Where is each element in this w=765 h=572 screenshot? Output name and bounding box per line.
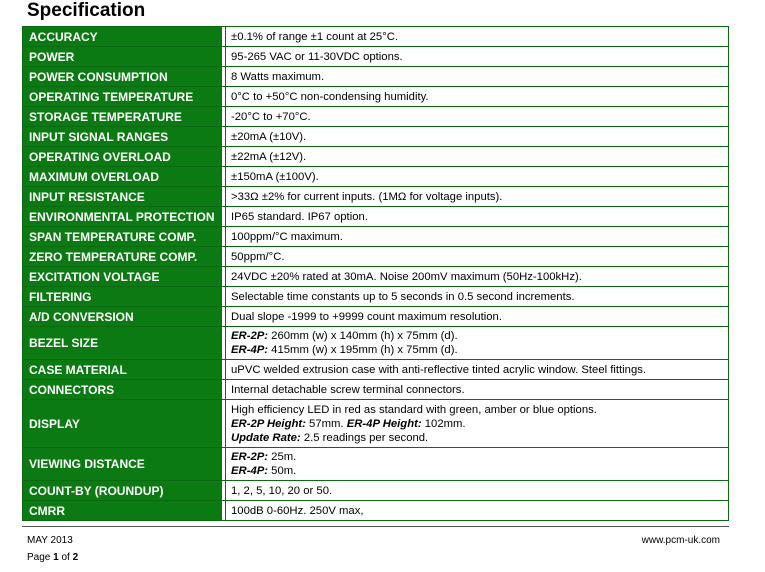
page-of: of [58, 552, 73, 563]
spec-row [23, 67, 729, 87]
viewing-er4p-value: 50m. [268, 465, 297, 477]
spec-label: ACCURACY [23, 27, 226, 47]
spec-row [23, 481, 729, 501]
er4p-height-value: 102mm. [421, 417, 466, 430]
footer-date: MAY 2013 [27, 535, 73, 546]
page-current: 1 [53, 552, 59, 563]
spec-label: OPERATING TEMPERATURE [23, 87, 226, 107]
spec-row [23, 360, 729, 380]
viewing-er2p-value: 25m. [268, 451, 297, 463]
bezel-er4p-value: 415mm (w) x 195mm (h) x 75mm (d). [268, 344, 458, 356]
spec-row [23, 27, 729, 47]
spec-value: 8 Watts maximum. [226, 67, 729, 87]
spec-row [23, 247, 729, 267]
spec-row-display [23, 400, 729, 448]
spec-label: ENVIRONMENTAL PROTECTION [23, 207, 226, 227]
model-er2p-label: ER-2P: [231, 330, 269, 342]
spec-value: >33Ω ±2% for current inputs. (1MΩ for voltage inputs). [226, 187, 729, 207]
spec-value: 95-265 VAC or 11-30VDC options. [226, 47, 729, 67]
spec-label: EXCITATION VOLTAGE [23, 267, 226, 287]
spec-row [23, 267, 729, 287]
spec-label: FILTERING [23, 287, 226, 307]
spec-row [23, 127, 729, 147]
spec-row [23, 47, 729, 67]
spec-label: CMRR [23, 501, 226, 521]
page-prefix: Page [27, 552, 54, 563]
spec-label: DISPLAY [23, 400, 226, 448]
spec-label: CONNECTORS [23, 380, 226, 400]
spec-label: INPUT RESISTANCE [23, 187, 226, 207]
update-rate-value: 2.5 readings per second. [300, 431, 429, 444]
er4p-height-label: ER-4P Height: [346, 417, 422, 430]
spec-value: 50ppm/°C. [226, 247, 729, 267]
spec-row [23, 307, 729, 327]
spec-value: 0°C to +50°C non-condensing humidity. [226, 87, 729, 107]
spec-label: COUNT-BY (ROUNDUP) [23, 481, 226, 501]
spec-row [23, 227, 729, 247]
spec-row [23, 167, 729, 187]
model-er2p-label: ER-2P: [231, 451, 269, 463]
spec-value: -20°C to +70°C. [226, 107, 729, 127]
model-er4p-label: ER-4P: [231, 465, 269, 477]
spec-value: 100ppm/°C maximum. [226, 227, 729, 247]
spec-value: 24VDC ±20% rated at 30mA. Noise 200mV maximum (50Hz-100kHz). [226, 267, 729, 287]
display-description: High efficiency LED in red as standard with green, amber or blue options. [231, 403, 597, 416]
page-title: Specification [27, 0, 146, 21]
spec-label: POWER CONSUMPTION [23, 67, 226, 87]
spec-value: Selectable time constants up to 5 seconds in 0.5 second increments. [226, 287, 729, 307]
spec-label: OPERATING OVERLOAD [23, 147, 226, 167]
page-total: 2 [72, 552, 79, 563]
spec-label: SPAN TEMPERATURE COMP. [23, 227, 226, 247]
footer-website: www.pcm-uk.com [641, 535, 720, 546]
spec-value: 1, 2, 5, 10, 20 or 50. [226, 481, 729, 501]
spec-value: Internal detachable screw terminal connectors. [226, 380, 729, 400]
spec-label: ZERO TEMPERATURE COMP. [23, 247, 226, 267]
er2p-height-label: ER-2P Height: [231, 417, 306, 430]
spec-value: ±150mA (±100V). [226, 167, 729, 187]
spec-row [23, 87, 729, 107]
spec-value: Dual slope -1999 to +9999 count maximum resolution. [226, 307, 729, 327]
spec-row [23, 147, 729, 167]
spec-value: ±0.1% of range ±1 count at 25°C. [226, 27, 729, 47]
spec-value-viewing [226, 448, 729, 481]
specification-table [22, 26, 729, 521]
spec-label: STORAGE TEMPERATURE [23, 107, 226, 127]
spec-value: IP65 standard. IP67 option. [226, 207, 729, 227]
spec-value-display [226, 400, 729, 448]
spec-row [23, 380, 729, 400]
spec-label: VIEWING DISTANCE [23, 448, 226, 481]
spec-value: ±20mA (±10V). [226, 127, 729, 147]
bezel-er2p-value: 260mm (w) x 140mm (h) x 75mm (d). [268, 330, 458, 342]
spec-value: 100dB 0-60Hz. 250V max, [226, 501, 729, 521]
footer-page-number [27, 552, 78, 563]
spec-row [23, 207, 729, 227]
spec-value-bezel [226, 327, 729, 360]
spec-row [23, 187, 729, 207]
spec-value: ±22mA (±12V). [226, 147, 729, 167]
spec-row-viewing [23, 448, 729, 481]
spec-label: BEZEL SIZE [23, 327, 226, 360]
spec-label: MAXIMUM OVERLOAD [23, 167, 226, 187]
er2p-height-value: 57mm. [305, 417, 347, 430]
model-er4p-label: ER-4P: [231, 344, 269, 356]
footer-divider [22, 526, 729, 527]
spec-row-bezel [23, 327, 729, 360]
spec-row [23, 107, 729, 127]
spec-label: POWER [23, 47, 226, 67]
spec-label: INPUT SIGNAL RANGES [23, 127, 226, 147]
update-rate-label: Update Rate: [231, 431, 301, 444]
spec-row [23, 287, 729, 307]
spec-value: uPVC welded extrusion case with anti-reflective tinted acrylic window. Steel fittings. [226, 360, 729, 380]
spec-label: A/D CONVERSION [23, 307, 226, 327]
spec-row [23, 501, 729, 521]
spec-label: CASE MATERIAL [23, 360, 226, 380]
